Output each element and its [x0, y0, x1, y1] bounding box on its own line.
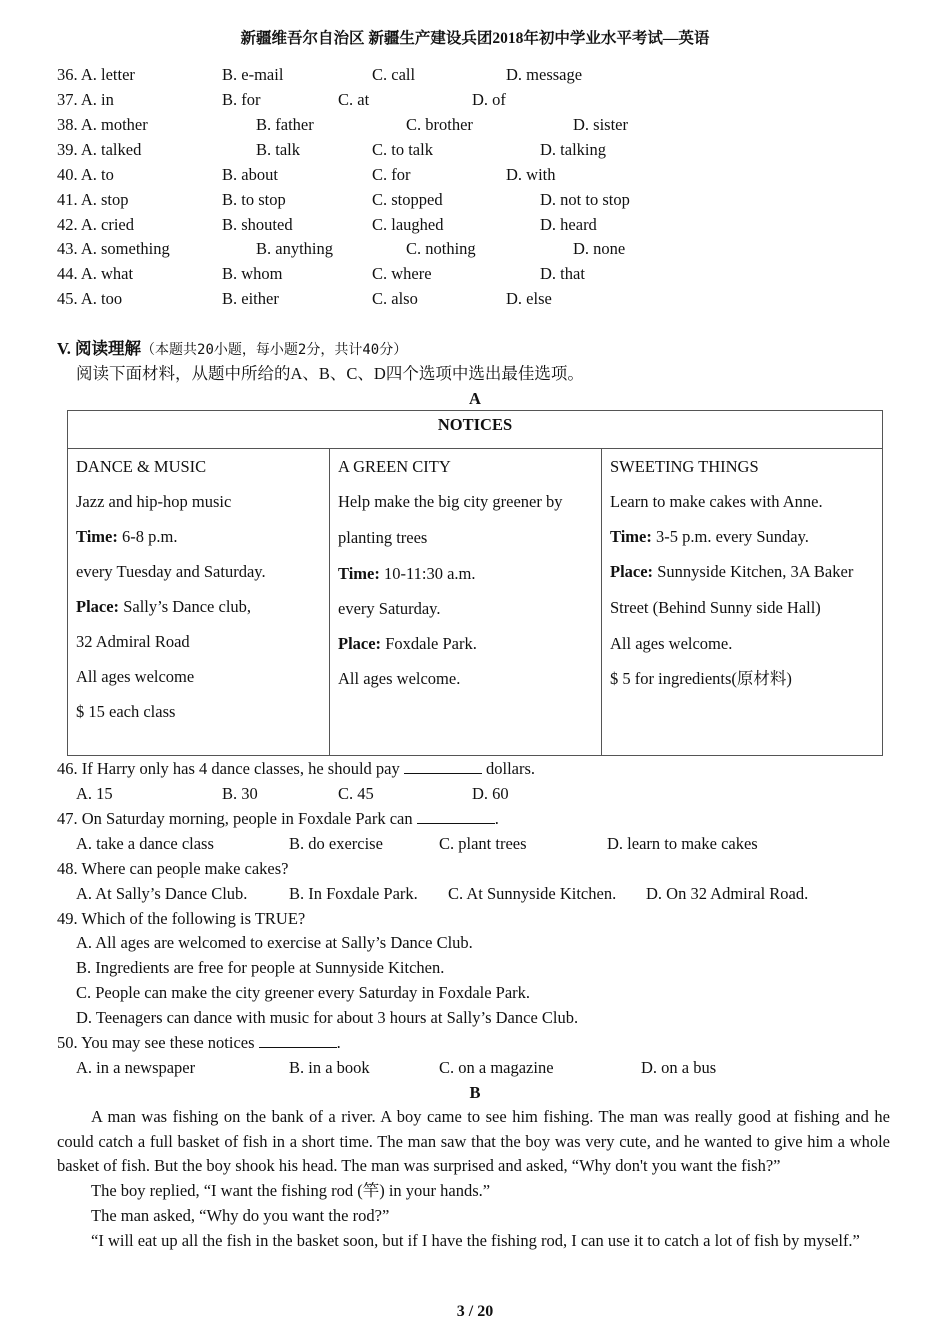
q47-option-a: A. take a dance class: [76, 834, 214, 853]
option-43-d: D. none: [573, 239, 626, 258]
option-36-a: 36. A. letter: [57, 65, 135, 84]
q47-option-d: D. learn to make cakes: [607, 834, 758, 853]
passage-b-paragraph-2: The boy replied, “I want the fishing rod (竿) in your hands.”: [91, 1181, 491, 1200]
option-41-c: C. stopped: [372, 190, 443, 209]
page-number: 3 / 20: [456, 1303, 494, 1320]
passage-b-paragraph-1: A man was fishing on the bank of a river. A boy came to see him fishing. The man was really good at fishing and he could catch a full basket of fish in a short time. The man saw that the boy was very cute, and he wanted to give him a whole basket of fish. But the boy shook his head. The man was surprised and asked, “Why don't you want the fish?”: [57, 1107, 890, 1176]
q47-option-b: B. do exercise: [289, 834, 383, 853]
notice-place: Place: Sally’s Dance club,: [76, 597, 252, 616]
notices-table: [67, 410, 883, 756]
option-41-b: B. to stop: [222, 190, 286, 209]
q48-option-b: B. In Foxdale Park.: [289, 884, 418, 903]
passage-b-paragraph-4: “I will eat up all the fish in the basket soon, but if I have the fishing rod, I can use it to catch a lot of fish by myself.”: [91, 1231, 860, 1250]
notice-desc: Jazz and hip-hop music: [76, 492, 232, 511]
q46-option-d: D. 60: [472, 784, 509, 803]
section-note: （本题共20小题，每小题2分，共计40分）: [141, 342, 408, 358]
option-37-d: D. of: [472, 90, 506, 109]
notices-title: NOTICES: [68, 411, 883, 449]
q49-option-b: B. Ingredients are free for people at Sunnyside Kitchen.: [76, 958, 445, 977]
q49-option-d: D. Teenagers can dance with music for about 3 hours at Sally’s Dance Club.: [76, 1008, 579, 1027]
option-42-a: 42. A. cried: [57, 215, 134, 234]
notice-ages: All ages welcome.: [610, 634, 733, 653]
option-38-c: C. brother: [406, 115, 473, 134]
section-instruction: 阅读下面材料，从题中所给的A、B、C、D四个选项中选出最佳选项。: [76, 364, 584, 383]
notice-desc: Help make the big city greener by: [338, 492, 563, 511]
option-44-d: D. that: [540, 264, 585, 283]
notice-ages: All ages welcome.: [338, 669, 461, 688]
answer-blank: [404, 758, 482, 774]
notice-desc-cont: planting trees: [338, 528, 428, 547]
notice-heading: A GREEN CITY: [338, 457, 451, 476]
question-46: 46. If Harry only has 4 dance classes, he should pay dollars.: [57, 759, 536, 778]
option-39-c: C. to talk: [372, 140, 433, 159]
notice-heading: SWEETING THINGS: [610, 457, 759, 476]
q46-option-b: B. 30: [222, 784, 258, 803]
option-44-c: C. where: [372, 264, 432, 283]
question-50: 50. You may see these notices .: [57, 1033, 341, 1052]
option-42-b: B. shouted: [222, 215, 293, 234]
passage-b-label: B: [469, 1083, 481, 1102]
option-38-a: 38. A. mother: [57, 115, 148, 134]
option-45-d: D. else: [506, 289, 552, 308]
option-40-b: B. about: [222, 165, 278, 184]
notice-desc: Learn to make cakes with Anne.: [610, 492, 823, 511]
q46-option-a: A. 15: [76, 784, 113, 803]
option-36-c: C. call: [372, 65, 416, 84]
notice-price: $ 15 each class: [76, 702, 176, 721]
option-39-b: B. talk: [256, 140, 300, 159]
option-40-a: 40. A. to: [57, 165, 114, 184]
passage-b-paragraph-3: The man asked, “Why do you want the rod?”: [91, 1206, 390, 1225]
question-47: 47. On Saturday morning, people in Foxdale Park can .: [57, 809, 499, 828]
option-37-a: 37. A. in: [57, 90, 114, 109]
q50-option-d: D. on a bus: [641, 1058, 717, 1077]
page-header: 新疆维吾尔自治区 新疆生产建设兵团2018年初中学业水平考试—英语: [240, 30, 710, 47]
notice-sweeting-things: [602, 449, 883, 756]
q50-option-b: B. in a book: [289, 1058, 370, 1077]
notice-price: $ 5 for ingredients(原材料): [610, 669, 792, 688]
option-39-d: D. talking: [540, 140, 606, 159]
notice-dance-music: [68, 449, 330, 756]
notice-place: Place: Sunnyside Kitchen, 3A Baker: [610, 562, 854, 581]
q46-option-c: C. 45: [338, 784, 374, 803]
option-43-a: 43. A. something: [57, 239, 170, 258]
option-38-b: B. father: [256, 115, 314, 134]
question-48: 48. Where can people make cakes?: [57, 859, 289, 878]
section-title: V. 阅读理解: [57, 339, 142, 358]
notice-place-address: Street (Behind Sunny side Hall): [610, 598, 821, 617]
option-40-d: D. with: [506, 165, 556, 184]
option-37-c: C. at: [338, 90, 370, 109]
notice-place-address: 32 Admiral Road: [76, 632, 190, 651]
q50-option-c: C. on a magazine: [439, 1058, 554, 1077]
notice-ages: All ages welcome: [76, 667, 195, 686]
option-37-b: B. for: [222, 90, 261, 109]
option-43-b: B. anything: [256, 239, 333, 258]
notice-time: Time: 6-8 p.m.: [76, 527, 178, 546]
notice-green-city: [330, 449, 602, 756]
question-49: 49. Which of the following is TRUE?: [57, 909, 306, 928]
notice-time-days: every Saturday.: [338, 599, 441, 618]
notice-heading: DANCE & MUSIC: [76, 457, 207, 476]
notice-time: Time: 10-11:30 a.m.: [338, 564, 476, 583]
option-45-c: C. also: [372, 289, 418, 308]
option-43-c: C. nothing: [406, 239, 476, 258]
option-41-a: 41. A. stop: [57, 190, 129, 209]
option-45-b: B. either: [222, 289, 279, 308]
option-40-c: C. for: [372, 165, 411, 184]
notice-place: Place: Foxdale Park.: [338, 634, 477, 653]
notice-time: Time: 3-5 p.m. every Sunday.: [610, 527, 809, 546]
option-39-a: 39. A. talked: [57, 140, 142, 159]
option-38-d: D. sister: [573, 115, 628, 134]
option-42-d: D. heard: [540, 215, 597, 234]
option-42-c: C. laughed: [372, 215, 444, 234]
option-36-b: B. e-mail: [222, 65, 284, 84]
notice-time-days: every Tuesday and Saturday.: [76, 562, 266, 581]
option-45-a: 45. A. too: [57, 289, 123, 308]
answer-blank: [417, 808, 495, 824]
q47-option-c: C. plant trees: [439, 834, 527, 853]
option-36-d: D. message: [506, 65, 583, 84]
passage-a-label: A: [469, 389, 481, 408]
option-44-a: 44. A. what: [57, 264, 134, 283]
answer-blank: [259, 1032, 337, 1048]
q49-option-c: C. People can make the city greener every Saturday in Foxdale Park.: [76, 983, 531, 1002]
option-41-d: D. not to stop: [540, 190, 630, 209]
q48-option-d: D. On 32 Admiral Road.: [646, 884, 809, 903]
q50-option-a: A. in a newspaper: [76, 1058, 196, 1077]
q48-option-c: C. At Sunnyside Kitchen.: [448, 884, 617, 903]
option-44-b: B. whom: [222, 264, 283, 283]
section-heading: [57, 336, 407, 363]
q48-option-a: A. At Sally’s Dance Club.: [76, 884, 248, 903]
q49-option-a: A. All ages are welcomed to exercise at Sally’s Dance Club.: [76, 933, 473, 952]
